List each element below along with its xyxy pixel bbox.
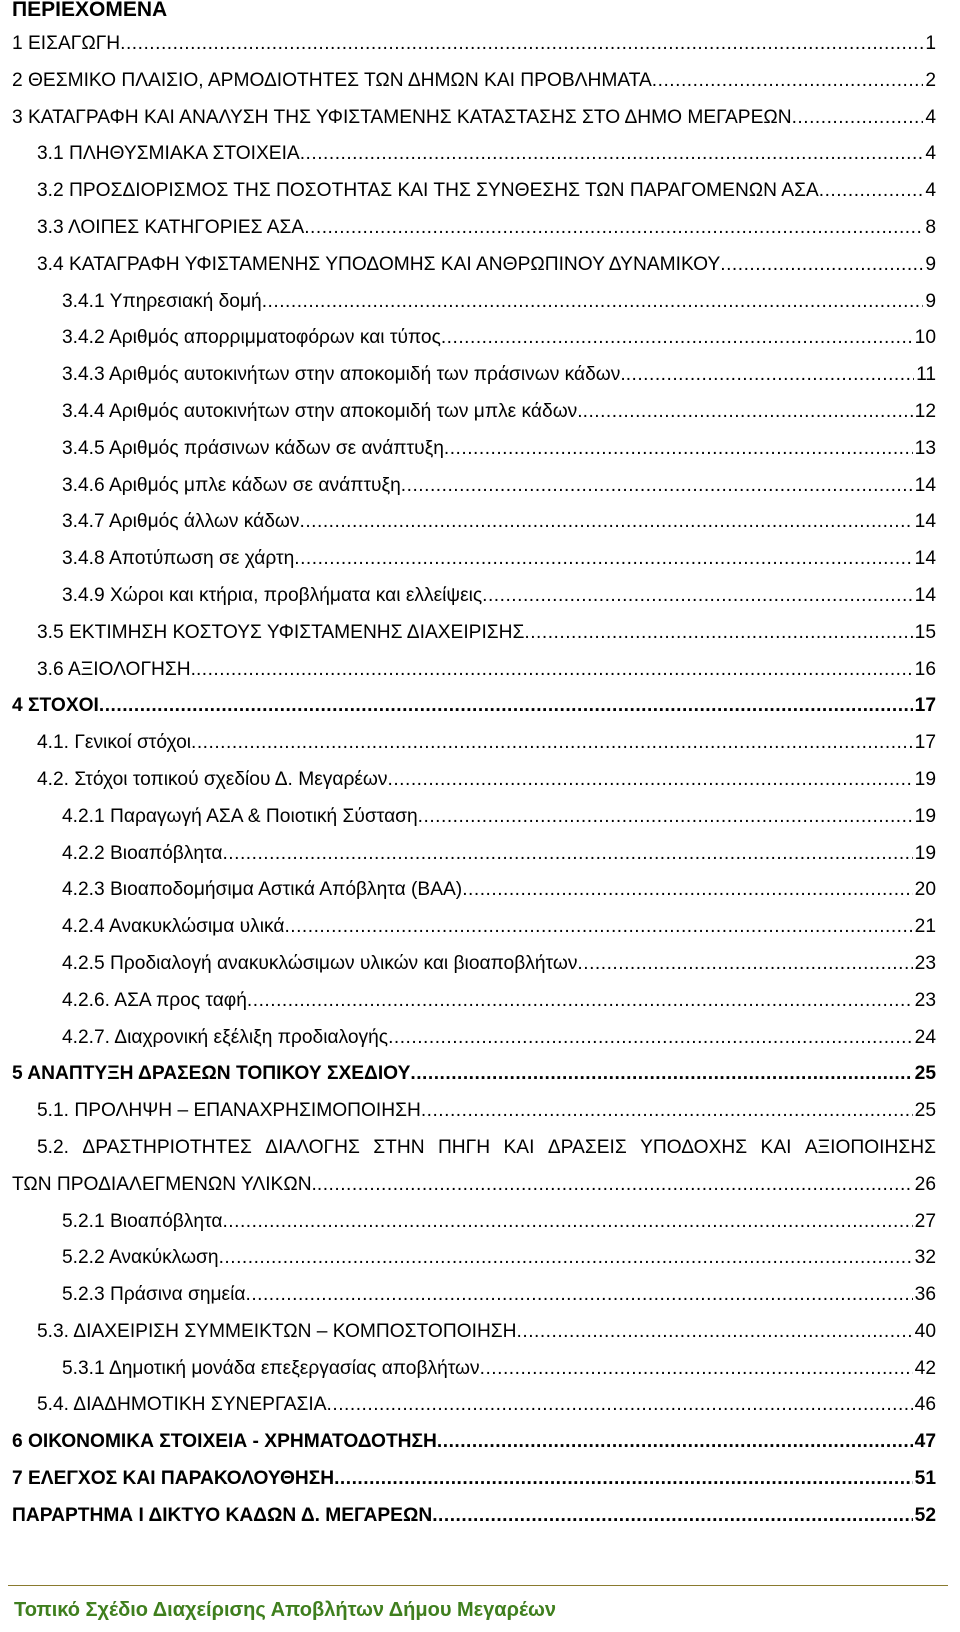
toc-entry-label-line2: ΤΩΝ ΠΡΟΔΙΑΛΕΓΜΕΝΩΝ ΥΛΙΚΩΝ.: [12, 1173, 317, 1195]
dot-leader: [720, 247, 923, 284]
toc-entry-4-1[interactable]: [0, 725, 960, 762]
toc-entry-5-1[interactable]: [0, 1093, 960, 1130]
toc-entry-page: 21: [914, 916, 936, 938]
toc-entry-label: 3.4.7 Αριθμός άλλων κάδων: [62, 511, 300, 533]
toc-entry-label: 3.2 ΠΡΟΣΔΙΟΡΙΣΜΟΣ ΤΗΣ ΠΟΣΟΤΗΤΑΣ ΚΑΙ ΤΗΣ ΣΥΝΘΕΣΗΣ ΤΩΝ ΠΑΡΑΓΟΜΕΝΩΝ ΑΣΑ: [37, 180, 819, 202]
dot-leader: [577, 946, 912, 983]
toc-entry-label: 4.2.6. ΑΣΑ προς ταφή: [62, 989, 247, 1011]
page-title: ΠΕΡΙΕΧΟΜΕΝΑ: [12, 0, 168, 21]
toc-entry-3-6[interactable]: [0, 652, 960, 689]
toc-entry-label: 3.4.8 Αποτύπωση σε χάρτη: [62, 548, 295, 570]
dot-leader: [262, 284, 924, 321]
toc-entry-label: ΠΑΡΑΡΤΗΜΑ Ι ΔΙΚΤΥΟ ΚΑΔΩΝ Δ. ΜΕΓΑΡΕΩΝ: [12, 1504, 433, 1526]
dot-leader: [327, 1387, 913, 1424]
toc-entry-label: 3.4.3 Αριθμός αυτοκινήτων στην αποκομιδή των πράσινων κάδων.: [62, 364, 626, 386]
toc-entry-page: 14: [914, 474, 936, 496]
dot-leader: [441, 320, 913, 357]
dot-leader: [444, 431, 913, 468]
toc-entry-5-2-3[interactable]: [0, 1277, 960, 1314]
toc-entry-3-4-3[interactable]: [0, 357, 960, 394]
toc-entry-label: 3.4.2 Αριθμός απορριμματοφόρων και τύπος: [62, 327, 441, 349]
dot-leader: [245, 1277, 912, 1314]
toc-entry-page: 51: [914, 1468, 936, 1490]
toc-entry-page: 25: [914, 1100, 936, 1122]
toc-entry-3-4-4[interactable]: [0, 394, 960, 431]
toc-entry-4-2[interactable]: [0, 762, 960, 799]
toc-entry-5-4[interactable]: [0, 1387, 960, 1424]
label-word: ΔΙΑΛΟΓΗΣ: [265, 1136, 360, 1158]
toc-entry-3-1[interactable]: [0, 136, 960, 173]
toc-entry-label: 4.2.5 Προδιαλογή ανακυκλώσιμων υλικών και βιοαποβλήτων: [62, 952, 578, 974]
toc-entry-page: 12: [914, 400, 936, 422]
dot-leader: [792, 100, 924, 137]
label-word: ΚΑΙ: [760, 1136, 792, 1158]
toc-entry-4-2-7[interactable]: [0, 1020, 960, 1057]
toc-entry-2[interactable]: [0, 63, 960, 100]
toc-entry-4-2-5[interactable]: [0, 946, 960, 983]
toc-entry-label: 3 ΚΑΤΑΓΡΑΦΗ ΚΑΙ ΑΝΑΛΥΣΗ ΤΗΣ ΥΦΙΣΤΑΜΕΝΗΣ ΚΑΤΑΣΤΑΣΗΣ ΣΤΟ ΔΗΜΟ ΜΕΓΑΡΕΩΝ: [12, 106, 792, 128]
toc-entry-appendix-1[interactable]: [0, 1498, 960, 1535]
label-word: ΑΞΙΟΠΟΙΗΣΗΣ: [804, 1136, 936, 1158]
toc-entry-label: 5.1. ΠΡΟΛΗΨΗ – ΕΠΑΝΑΧΡΗΣΙΜΟΠΟΙΗΣΗ: [37, 1100, 421, 1122]
toc-entry-page: 8: [925, 216, 936, 238]
dot-leader: [222, 1204, 912, 1241]
dot-leader: [401, 468, 913, 505]
dot-leader: [421, 1093, 913, 1130]
toc-entry-page: 15: [914, 621, 936, 643]
dot-leader: [219, 1240, 913, 1277]
toc-entry-page: 19: [914, 805, 936, 827]
toc-entry-label: 5.2.3 Πράσινα σημεία: [62, 1284, 246, 1306]
toc-entry-5-2[interactable]: [0, 1130, 960, 1204]
dot-leader: [300, 136, 924, 173]
toc-entry-page: 4: [925, 143, 936, 165]
toc-entry-3-4-7[interactable]: [0, 504, 960, 541]
label-word: ΔΡΑΣΤΗΡΙΟΤΗΤΕΣ: [82, 1136, 252, 1158]
dot-leader: [462, 872, 912, 909]
toc-entry-page: 16: [914, 658, 936, 680]
dot-leader: [480, 1351, 913, 1388]
toc-entry-label: 3.3 ΛΟΙΠΕΣ ΚΑΤΗΓΟΡΙΕΣ ΑΣΑ: [37, 216, 305, 238]
toc-entry-3-3[interactable]: [0, 210, 960, 247]
toc-entry-4-2-4[interactable]: [0, 909, 960, 946]
toc-entry-1[interactable]: [0, 26, 960, 63]
toc-entry-label: 7 ΕΛΕΓΧΟΣ ΚΑΙ ΠΑΡΑΚΟΛΟΥΘΗΣΗ: [12, 1468, 335, 1490]
toc-entry-4[interactable]: [0, 688, 960, 725]
dot-leader: [410, 1056, 912, 1093]
label-word: 5.2.: [37, 1136, 70, 1158]
label-word: ΠΗΓΗ: [437, 1136, 491, 1158]
toc-entry-page: 26: [914, 1173, 936, 1195]
dot-leader: [247, 983, 913, 1020]
toc-entry-3-4-8[interactable]: [0, 541, 960, 578]
toc-entry-page: 11: [916, 364, 936, 386]
toc-entry-label: 3.1 ΠΛΗΘΥΣΜΙΑΚΑ ΣΤΟΙΧΕΙΑ: [37, 143, 300, 165]
toc-entry-page: 32: [914, 1247, 936, 1269]
toc-entry-page: 14: [914, 548, 936, 570]
dot-leader: [388, 762, 913, 799]
toc-entry-label: 4.2.7. Διαχρονική εξέλιξη προδιαλογής: [62, 1026, 389, 1048]
toc-entry-4-2-6[interactable]: [0, 983, 960, 1020]
toc-entry-label: 5.4. ΔΙΑΔΗΜΟΤΙΚΗ ΣΥΝΕΡΓΑΣΙΑ: [37, 1394, 327, 1416]
dot-leader: [284, 909, 912, 946]
dot-leader: [334, 1461, 913, 1498]
toc-entry-7[interactable]: [0, 1461, 960, 1498]
dot-leader: [432, 1498, 912, 1535]
toc-entry-label: 2 ΘΕΣΜΙΚΟ ΠΛΑΙΣΙΟ, ΑΡΜΟΔΙΟΤΗΤΕΣ ΤΩΝ ΔΗΜΩΝ ΚΑΙ ΠΡΟΒΛΗΜΑΤΑ: [12, 69, 652, 91]
toc-entry-label: 5.3. ΔΙΑΧΕΙΡΙΣΗ ΣΥΜΜΕΙΚΤΩΝ – ΚΟΜΠΟΣΤΟΠΟΙΗΣΗ: [37, 1320, 517, 1342]
toc-entry-page: 4: [925, 106, 936, 128]
dot-leader: [388, 1020, 913, 1057]
dot-leader: [626, 357, 914, 394]
toc-entry-page: 46: [914, 1394, 936, 1416]
toc-entry-5-2-2[interactable]: [0, 1240, 960, 1277]
toc-entry-3-2[interactable]: [0, 173, 960, 210]
dot-leader: [304, 210, 923, 247]
toc-entry-label: 1 ΕΙΣΑΓΩΓΗ: [12, 33, 121, 54]
dot-leader: [222, 836, 912, 873]
toc-entry-3-4-1[interactable]: [0, 284, 960, 321]
toc-entry-5[interactable]: [0, 1056, 960, 1093]
toc-entry-4-2-1[interactable]: [0, 799, 960, 836]
toc-entry-page: 24: [914, 1026, 936, 1048]
toc-entry-page: 27: [914, 1210, 936, 1232]
dot-leader: [317, 1167, 913, 1204]
toc-entry-label: 3.4.6 Αριθμός μπλε κάδων σε ανάπτυξη: [62, 474, 401, 496]
toc-entry-page: 1: [925, 33, 936, 54]
dot-leader: [517, 1314, 913, 1351]
table-of-contents: [0, 26, 960, 1535]
toc-entry-page: 47: [914, 1431, 936, 1453]
toc-entry-page: 14: [914, 511, 936, 533]
toc-entry-label: 4.2.2 Βιοαπόβλητα: [62, 842, 223, 864]
toc-entry-label: 3.4.4 Αριθμός αυτοκινήτων στην αποκομιδή των μπλε κάδων.: [62, 400, 583, 422]
footer-title: Τοπικό Σχέδιο Διαχείρισης Αποβλήτων Δήμου Μεγαρέων: [14, 1599, 557, 1621]
toc-entry-page: 17: [914, 732, 936, 754]
toc-entry-label: 4.2. Στόχοι τοπικού σχεδίου Δ. Μεγαρέων: [37, 768, 388, 790]
toc-entry-page: 4: [925, 180, 936, 202]
toc-entry-page: 2: [925, 69, 936, 91]
toc-entry-3-4-9[interactable]: [0, 578, 960, 615]
toc-entry-3[interactable]: [0, 100, 960, 137]
toc-entry-label: 4.2.4 Ανακυκλώσιμα υλικά: [62, 916, 285, 938]
toc-entry-label: 4 ΣΤΟΧΟΙ: [12, 695, 99, 717]
toc-entry-label: 3.4.9 Χώροι και κτήρια, προβλήματα και ελλείψεις: [62, 584, 483, 606]
dot-leader: [652, 63, 924, 100]
dot-leader: [191, 725, 913, 762]
toc-entry-label: 3.5 ΕΚΤΙΜΗΣΗ ΚΟΣΤΟΥΣ ΥΦΙΣΤΑΜΕΝΗΣ ΔΙΑΧΕΙΡΙΣΗΣ: [37, 621, 525, 643]
dot-leader: [120, 26, 923, 63]
dot-leader: [418, 799, 913, 836]
toc-entry-label: 3.4 ΚΑΤΑΓΡΑΦΗ ΥΦΙΣΤΑΜΕΝΗΣ ΥΠΟΔΟΜΗΣ ΚΑΙ ΑΝΘΡΩΠΙΝΟΥ ΔΥΝΑΜΙΚΟΥ: [37, 253, 721, 275]
dot-leader: [196, 652, 913, 689]
dot-leader: [300, 504, 913, 541]
toc-entry-label: 3.4.1 Υπηρεσιακή δομή: [62, 290, 262, 312]
label-word: ΣΤΗΝ: [373, 1136, 425, 1158]
dot-leader: [819, 173, 924, 210]
toc-entry-5-3[interactable]: [0, 1314, 960, 1351]
toc-entry-page: 19: [914, 768, 936, 790]
toc-entry-page: 20: [914, 879, 936, 901]
dot-leader: [583, 394, 913, 431]
toc-entry-3-4-5[interactable]: [0, 431, 960, 468]
toc-entry-label: 5.2.2 Ανακύκλωση: [62, 1247, 219, 1269]
toc-entry-label: 5.3.1 Δημοτική μονάδα επεξεργασίας αποβλήτων: [62, 1357, 480, 1379]
toc-entry-3-4-2[interactable]: [0, 320, 960, 357]
toc-entry-4-2-2[interactable]: [0, 836, 960, 873]
toc-entry-page: 17: [914, 695, 936, 717]
toc-entry-page: 23: [914, 952, 936, 974]
toc-entry-page: 13: [914, 437, 936, 459]
toc-entry-5-2-1[interactable]: [0, 1204, 960, 1241]
dot-leader: [482, 578, 913, 615]
toc-entry-label: 3.4.5 Αριθμός πράσινων κάδων σε ανάπτυξη: [62, 437, 444, 459]
dot-leader: [437, 1424, 913, 1461]
toc-entry-page: 40: [914, 1320, 936, 1342]
toc-entry-label: 4.2.3 Βιοαποδομήσιμα Αστικά Απόβλητα (ΒΑΑ): [62, 879, 463, 901]
label-word: ΔΡΑΣΕΙΣ: [547, 1136, 627, 1158]
toc-entry-label: 5 ΑΝΑΠΤΥΞΗ ΔΡΑΣΕΩΝ ΤΟΠΙΚΟΥ ΣΧΕΔΙΟΥ: [12, 1063, 411, 1085]
dot-leader: [524, 615, 912, 652]
toc-entry-3-5[interactable]: [0, 615, 960, 652]
toc-entry-5-3-1[interactable]: [0, 1351, 960, 1388]
label-word: ΥΠΟΔΟΧΗΣ: [640, 1136, 748, 1158]
toc-entry-page: 9: [925, 253, 936, 275]
toc-entry-page: 9: [925, 290, 936, 312]
dot-leader: [294, 541, 912, 578]
toc-entry-3-4-6[interactable]: [0, 468, 960, 505]
toc-entry-page: 42: [914, 1357, 936, 1379]
toc-entry-page: 19: [914, 842, 936, 864]
toc-entry-label: 4.2.1 Παραγωγή ΑΣΑ & Ποιοτική Σύσταση: [62, 805, 418, 827]
toc-entry-page: 23: [914, 989, 936, 1011]
toc-entry-4-2-3[interactable]: [0, 872, 960, 909]
toc-entry-page: 10: [914, 327, 936, 349]
label-word: ΚΑΙ: [503, 1136, 535, 1158]
toc-entry-6[interactable]: [0, 1424, 960, 1461]
toc-entry-page: 36: [914, 1284, 936, 1306]
toc-entry-label: 3.6 ΑΞΙΟΛΟΓΗΣΗ.: [37, 658, 196, 680]
toc-entry-label: 6 ΟΙΚΟΝΟΜΙΚΑ ΣΤΟΙΧΕΙΑ - ΧΡΗΜΑΤΟΔΟΤΗΣΗ: [12, 1431, 437, 1453]
toc-entry-label: 5.2.1 Βιοαπόβλητα: [62, 1210, 223, 1232]
toc-entry-label-line1: [37, 1130, 936, 1167]
dot-leader: [99, 688, 913, 725]
toc-entry-page: 25: [914, 1063, 936, 1085]
toc-entry-3-4[interactable]: [0, 247, 960, 284]
toc-entry-page: 52: [914, 1504, 936, 1526]
toc-entry-page: 14: [914, 584, 936, 606]
toc-entry-label: 4.1. Γενικοί στόχοι: [37, 732, 192, 754]
footer-divider: [8, 1585, 948, 1586]
